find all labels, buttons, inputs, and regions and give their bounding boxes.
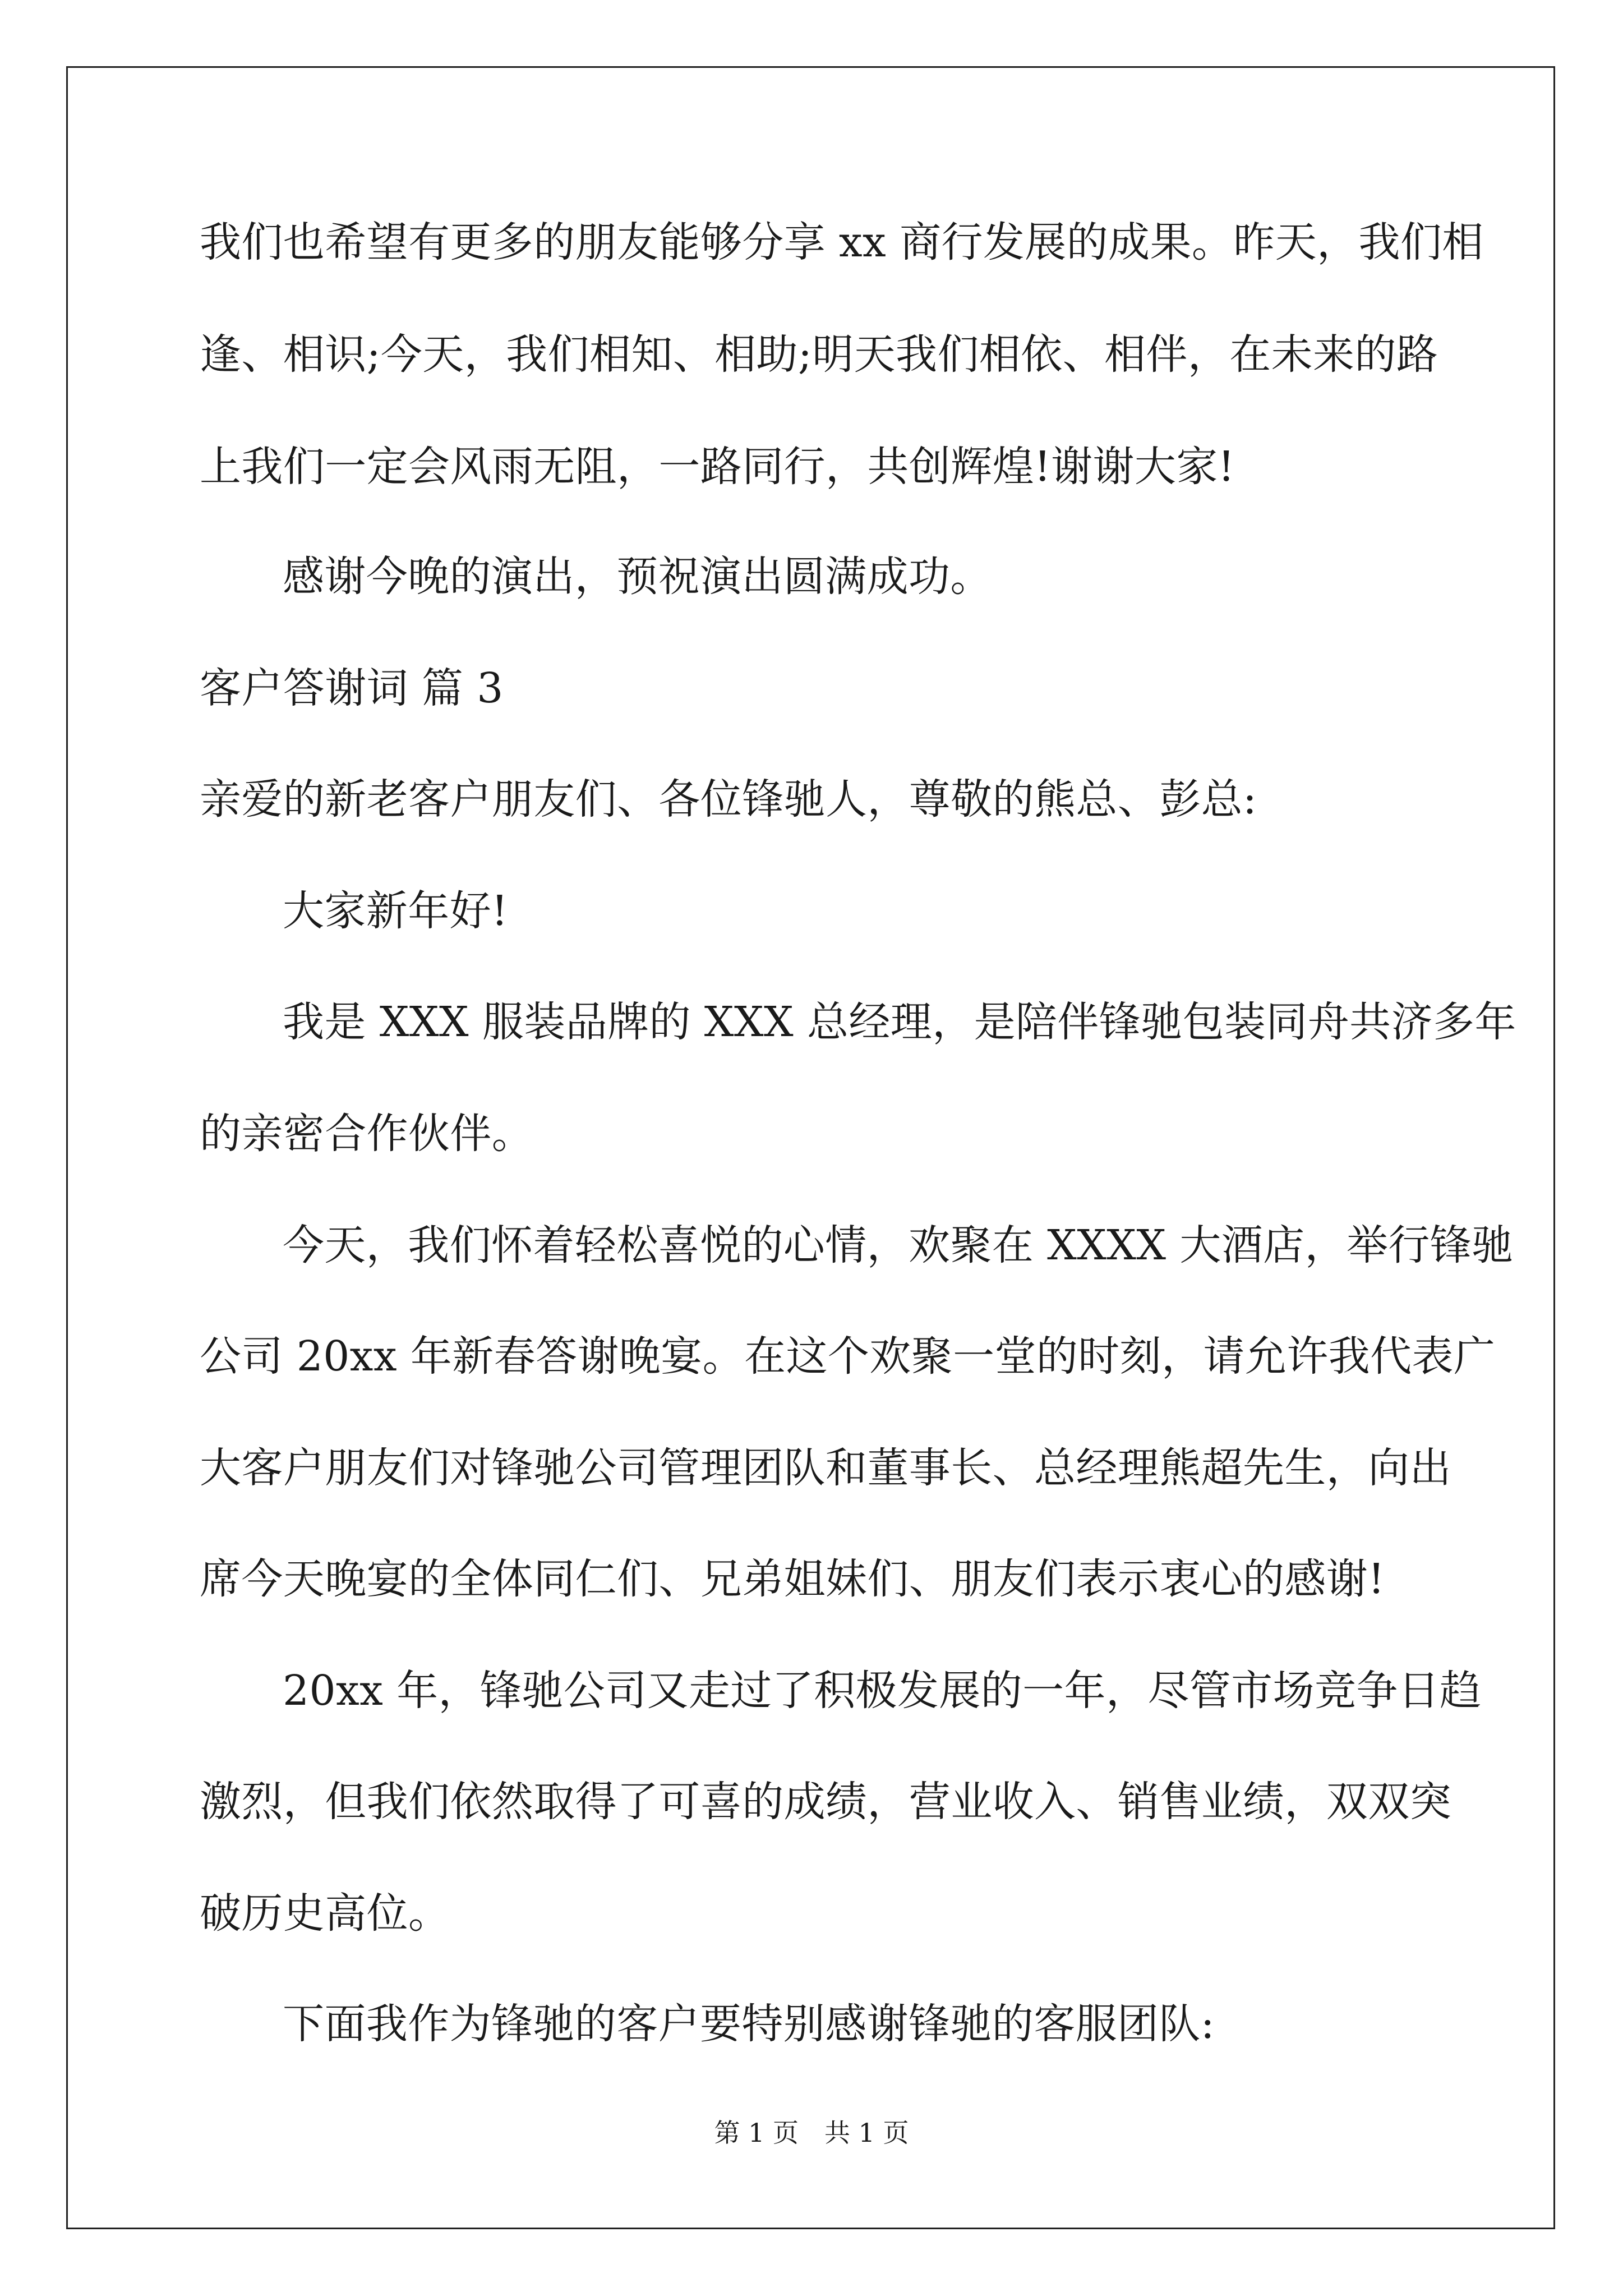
paragraph-line: 今天，我们怀着轻松喜悦的心情，欢聚在 XXXX 大酒店，举行锋驰 (283, 1221, 1514, 1269)
paragraph-line: 我是 XXX 服装品牌的 XXX 总经理，是陪伴锋驰包装同舟共济多年 (283, 998, 1516, 1046)
paragraph-line: 感谢今晚的演出，预祝演出圆满成功。 (283, 553, 992, 601)
paragraph-line: 20xx 年，锋驰公司又走过了积极发展的一年，尽管市场竞争日趋 (283, 1667, 1482, 1715)
paragraph-line: 逢、相识;今天，我们相知、相助;明天我们相依、相伴，在未来的路 (200, 330, 1438, 379)
paragraph-line: 席今天晚宴的全体同仁们、兄弟姐妹们、朋友们表示衷心的感谢! (200, 1555, 1385, 1603)
paragraph-line: 下面我作为锋驰的客户要特别感谢锋驰的客服团队: (283, 2000, 1215, 2048)
paragraph-line: 激烈，但我们依然取得了可喜的成绩，营业收入、销售业绩，双双突 (200, 1778, 1451, 1826)
page-total: 共 1 页 (824, 2118, 909, 2148)
greeting: 大家新年好! (283, 887, 509, 935)
page-number: 第 1 页 (714, 2118, 799, 2148)
page-footer (0, 2116, 1623, 2150)
paragraph-line: 上我们一定会风雨无阻，一路同行，共创辉煌!谢谢大家! (200, 443, 1235, 491)
salutation: 亲爱的新老客户朋友们、各位锋驰人，尊敬的熊总、彭总: (200, 775, 1257, 823)
paragraph-line: 的亲密合作伙伴。 (200, 1110, 534, 1158)
section-heading: 客户答谢词 篇 3 (200, 664, 504, 712)
paragraph-line: 我们也希望有更多的朋友能够分享 xx 商行发展的成果。昨天，我们相 (200, 218, 1484, 266)
paragraph-line: 公司 20xx 年新春答谢晚宴。在这个欢聚一堂的时刻，请允许我代表广 (200, 1332, 1496, 1381)
paragraph-line: 大客户朋友们对锋驰公司管理团队和董事长、总经理熊超先生，向出 (200, 1444, 1451, 1492)
paragraph-line: 破历史高位。 (200, 1889, 450, 1938)
